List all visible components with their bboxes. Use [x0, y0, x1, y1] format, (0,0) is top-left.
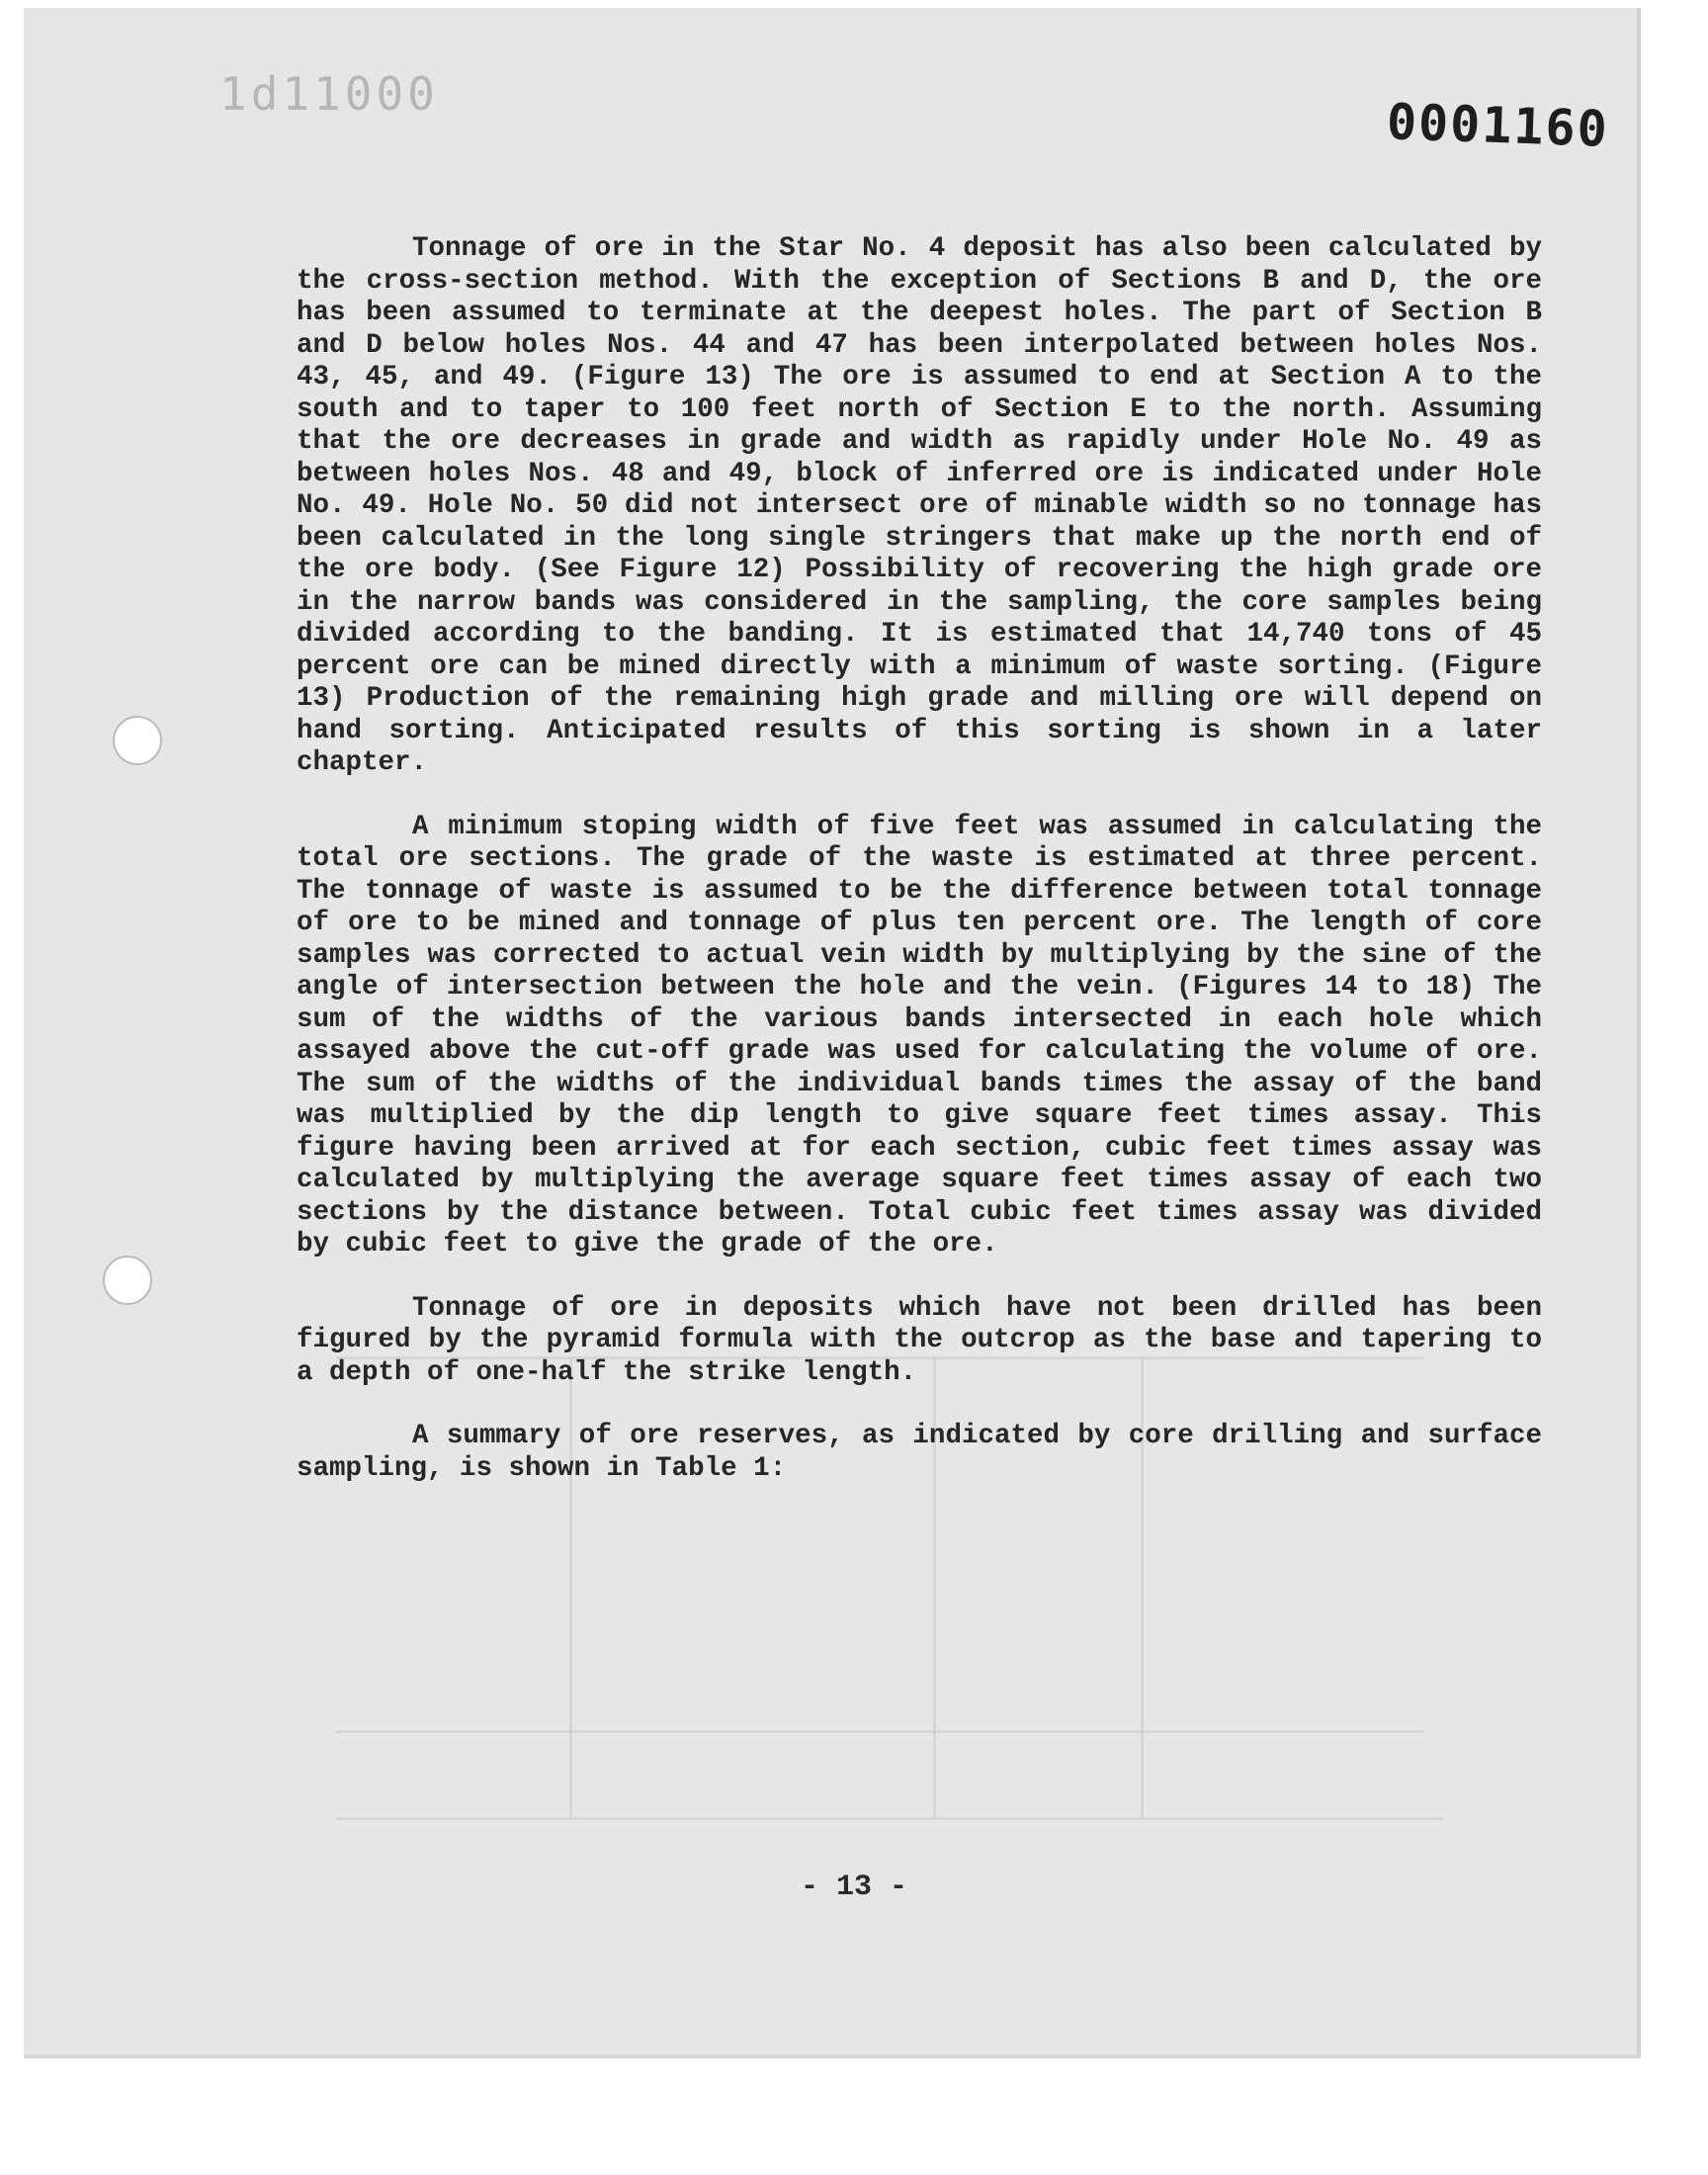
binder-hole-upper	[113, 716, 162, 765]
binder-hole-lower	[103, 1256, 152, 1305]
document-body	[297, 233, 1542, 1517]
paragraph-pyramid-formula: Tonnage of ore in deposits which have not been drilled has been figured by the pyramid formula with the outcrop as the base and tapering to a depth of one-half the strike length.	[297, 1292, 1542, 1388]
paragraph-stoping-width: A minimum stoping width of five feet was assumed in calculating the total ore sections. The grade of the waste is estimated at three percent. The tonnage of waste is assumed to be the difference between total tonnage of ore to be mined and tonnage of plus ten percent ore. The length of core samples was corrected to actual vein width by multiplying by the sine of the angle of intersection between the hole and the vein. (Figures 14 to 18) The sum of the widths of the various bands intersected in each hole which assayed above the cut-off grade was used for calculating the volume of ore. The sum of the widths of the individual bands times the assay of the band was multiplied by the dip length to give square feet times assay. This figure having been arrived at for each section, cubic feet times assay was calculated by multiplying the average square feet times assay of each two sections by the distance between. Total cubic feet times assay was divided by cubic feet to give the grade of the ore.	[297, 811, 1542, 1260]
page-number: - 13 -	[800, 1870, 908, 1904]
bleed-through-line	[336, 1817, 1443, 1820]
paragraph-summary: A summary of ore reserves, as indicated by core drilling and surface sampling, is shown in Table 1:	[297, 1421, 1542, 1484]
bleed-through-line	[336, 1730, 1423, 1733]
mirrored-stamp-number: 1d11000	[219, 67, 439, 121]
paragraph-star-deposit: Tonnage of ore in the Star No. 4 deposit has also been calculated by the cross-section method. With the exception of Sections B and D, the ore has been assumed to terminate at the deepest holes. The part of Section B and D below holes Nos. 44 and 47 has been interpolated between holes Nos. 43, 45, and 49. (Figure 13) The ore is assumed to end at Section A to the south and to taper to 100 feet north of Section E to the north. Assuming that the ore decreases in grade and width as rapidly under Hole No. 49 as between holes Nos. 48 and 49, block of inferred ore is indicated under Hole No. 49. Hole No. 50 did not intersect ore of minable width so no tonnage has been calculated in the long single stringers that make up the north end of the ore body. (See Figure 12) Possibility of recovering the high grade ore in the narrow bands was considered in the sampling, the core samples being divided according to the banding. It is estimated that 14,740 tons of 45 percent ore can be mined directly with a minimum of waste sorting. (Figure 13) Production of the remaining high grade and milling ore will depend on hand sorting. Anticipated results of this sorting is shown in a later chapter.	[297, 233, 1542, 778]
document-stamp-number: 0001160	[1386, 93, 1610, 158]
